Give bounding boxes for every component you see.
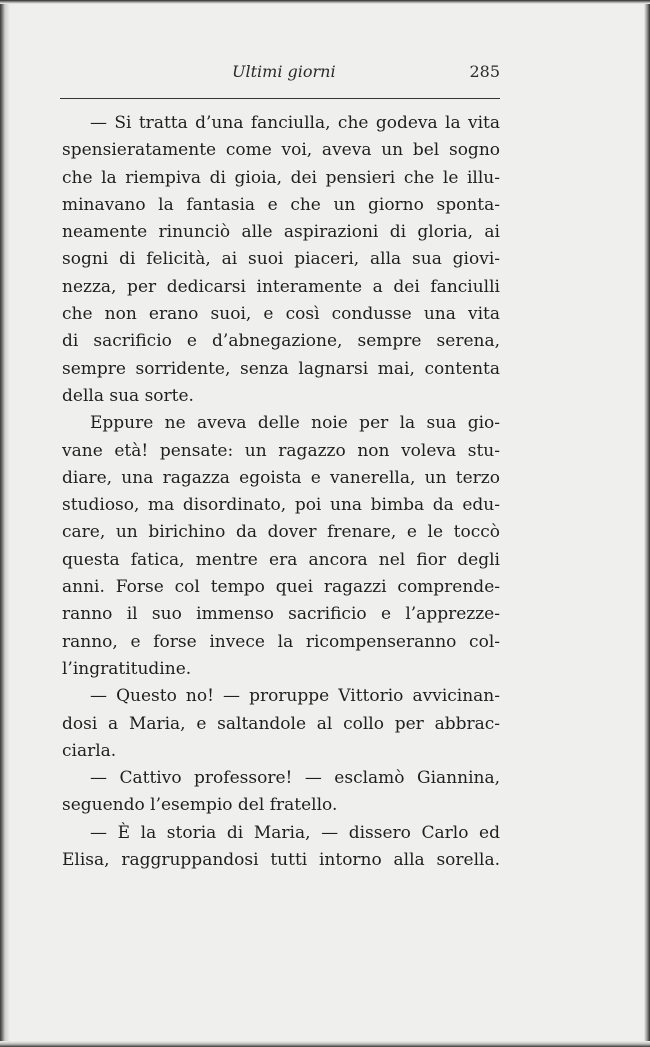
text-line: spensieratamente come voi, aveva un bel sogno [62, 140, 500, 161]
text-line: questa fatica, mentre era ancora nel fior degli [62, 549, 500, 570]
text-line: ciarla. [62, 740, 117, 761]
running-title: Ultimi giorni [232, 62, 336, 81]
text-line: diare, una ragazza egoista e vanerella, un terzo [62, 467, 500, 488]
text-line: sogni di felicità, ai suoi piaceri, alla sua giovi- [62, 249, 500, 270]
text-line: minavano la fantasia e che un giorno sponta- [62, 194, 500, 215]
text-line: della sua sorte. [62, 385, 194, 406]
text-line: anni. Forse col tempo quei ragazzi comprende- [62, 577, 500, 598]
paragraph [62, 410, 500, 683]
text-line: vane età! pensate: un ragazzo non voleva stu- [62, 440, 500, 461]
page-edge-left [0, 0, 10, 1047]
text-line: — Cattivo professore! — esclamò Giannina, [90, 768, 500, 789]
page-number: 285 [469, 62, 500, 81]
text-line: — Questo no! — proruppe Vittorio avvicinan- [90, 686, 500, 707]
page-edge-bottom [0, 1041, 650, 1047]
text-line: studioso, ma disordinato, poi una bimba da edu- [62, 495, 500, 516]
text-line: ranno, e forse invece la ricompenseranno col- [62, 631, 500, 652]
paragraph [62, 683, 500, 765]
paragraph [62, 765, 500, 820]
text-line: che non erano suoi, e così condusse una vita [62, 304, 500, 325]
text-line: l’ingratitudine. [62, 658, 192, 679]
text-line: seguendo l’esempio del fratello. [62, 795, 338, 816]
text-line: — Si tratta d’una fanciulla, che godeva la vita [90, 113, 500, 133]
page-edge-top [0, 0, 650, 4]
text-line: sempre sorridente, senza lagnarsi mai, contenta [62, 358, 500, 379]
text-line: care, un birichino da dover frenare, e le toccò [62, 522, 500, 543]
text-line: ranno il suo immenso sacrificio e l’apprezze- [62, 604, 500, 625]
page-header [62, 62, 500, 86]
text-line: — È la storia di Maria, — dissero Carlo ed [90, 822, 500, 843]
text-line: che la riempiva di gioia, dei pensieri che le illu- [62, 167, 500, 188]
page-edge-right [644, 0, 650, 1047]
text-line: dosi a Maria, e saltandole al collo per abbrac- [62, 713, 500, 734]
text-line: neamente rinunciò alle aspirazioni di gloria, ai [62, 222, 500, 243]
text-line: nezza, per dedicarsi interamente a dei fanciulli [62, 276, 500, 297]
body-text [62, 110, 500, 874]
text-line: Eppure ne aveva delle noie per la sua gio- [90, 413, 500, 434]
paragraph [62, 820, 500, 875]
paragraph [62, 110, 500, 410]
text-line: di sacrificio e d’abnegazione, sempre serena, [62, 331, 500, 352]
header-rule [60, 98, 500, 99]
text-line: Elisa, raggruppandosi tutti intorno alla sorella. [62, 850, 500, 871]
